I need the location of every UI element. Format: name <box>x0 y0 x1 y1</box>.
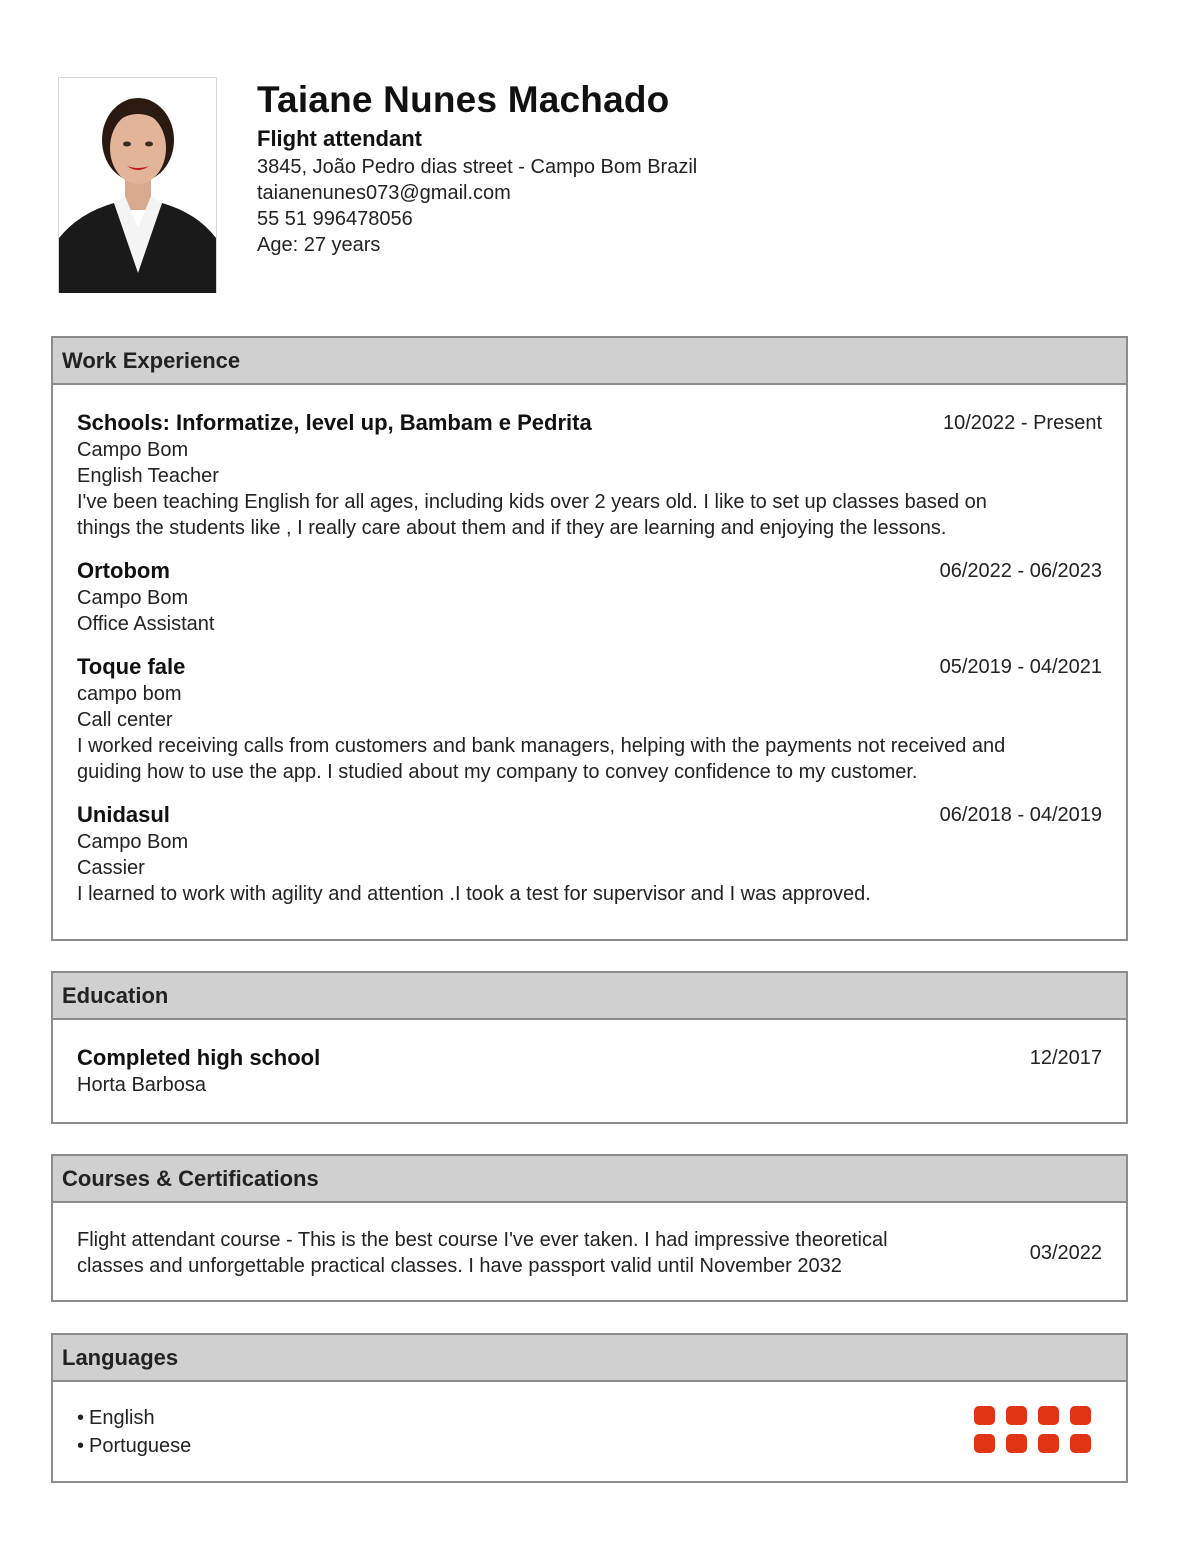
courses-section <box>51 1154 1128 1302</box>
entry-date: 12/2017 <box>1029 1047 1102 1069</box>
entry-position: Cassier <box>77 857 145 879</box>
entry-description: I worked receiving calls from customers and bank managers, helping with the payments not received and <box>77 735 1006 757</box>
entry-position: Call center <box>77 709 173 731</box>
language-name: Portuguese <box>89 1435 192 1457</box>
section-heading: Work Experience <box>53 338 1126 385</box>
candidate-name: Taiane Nunes Machado <box>257 79 670 120</box>
entry-position: Office Assistant <box>77 613 215 635</box>
address: 3845, João Pedro dias street - Campo Bom Brazil <box>257 156 698 178</box>
entry-location: Campo Bom <box>77 587 189 609</box>
entry-title: Schools: Informatize, level up, Bambam e Pedrita <box>77 410 592 435</box>
languages-section <box>51 1333 1128 1483</box>
language-item <box>77 1404 1102 1432</box>
entry-description: guiding how to use the app. I studied about my company to convey confidence to my customer. <box>77 761 918 783</box>
entry-location: Campo Bom <box>77 831 189 853</box>
entry-title: Ortobom <box>77 558 170 583</box>
entry-date: 06/2018 - 04/2019 <box>939 804 1102 826</box>
level-dot <box>1038 1406 1059 1425</box>
section-heading: Courses & Certifications <box>53 1156 1126 1203</box>
work-entry <box>77 409 1102 541</box>
level-dot <box>1070 1406 1091 1425</box>
language-list <box>77 1404 1102 1460</box>
work-experience-section <box>51 336 1128 941</box>
level-dot <box>1070 1434 1091 1453</box>
work-entry <box>77 557 1102 637</box>
work-entry <box>77 801 1102 907</box>
course-entry <box>77 1227 1102 1279</box>
course-line: Flight attendant course - This is the best course I've ever taken. I had impressive theoretical <box>77 1229 888 1251</box>
language-item <box>77 1432 1102 1460</box>
entry-date: 05/2019 - 04/2021 <box>939 656 1102 678</box>
entry-title: Unidasul <box>77 802 170 827</box>
candidate-role: Flight attendant <box>257 126 422 151</box>
work-entry <box>77 653 1102 785</box>
course-line: classes and unforgettable practical classes. I have passport valid until November 2032 <box>77 1255 842 1277</box>
level-dot <box>1006 1434 1027 1453</box>
language-level-indicator <box>974 1406 1092 1462</box>
profile-photo <box>58 77 217 293</box>
entry-location: campo bom <box>77 683 182 705</box>
phone: 55 51 996478056 <box>257 208 413 230</box>
level-dot <box>1038 1434 1059 1453</box>
entry-title: Completed high school <box>77 1045 321 1070</box>
section-heading: Education <box>53 973 1126 1020</box>
course-date: 03/2022 <box>1029 1242 1102 1264</box>
education-entry <box>77 1044 1102 1098</box>
level-dot <box>974 1434 995 1453</box>
bullet: • <box>77 1407 85 1429</box>
entry-description: I learned to work with agility and attention .I took a test for supervisor and I was approved. <box>77 883 871 905</box>
entry-location: Campo Bom <box>77 439 189 461</box>
entry-date: 10/2022 - Present <box>943 412 1102 434</box>
bullet: • <box>77 1435 85 1457</box>
entry-date: 06/2022 - 06/2023 <box>939 560 1102 582</box>
email: taianenunes073@gmail.com <box>257 182 511 204</box>
course-description <box>77 1227 967 1279</box>
entry-position: English Teacher <box>77 465 219 487</box>
resume-header <box>257 78 697 258</box>
entry-description: I've been teaching English for all ages, including kids over 2 years old. I like to set up classes based on <box>77 491 987 513</box>
section-heading: Languages <box>53 1335 1126 1382</box>
entry-description: things the students like , I really care about them and if they are learning and enjoying the lessons. <box>77 517 947 539</box>
entry-school: Horta Barbosa <box>77 1074 206 1096</box>
age: Age: 27 years <box>257 234 381 256</box>
education-section <box>51 971 1128 1124</box>
language-name: English <box>89 1407 155 1429</box>
level-dot <box>1006 1406 1027 1425</box>
level-dot <box>974 1406 995 1425</box>
entry-title: Toque fale <box>77 654 186 679</box>
